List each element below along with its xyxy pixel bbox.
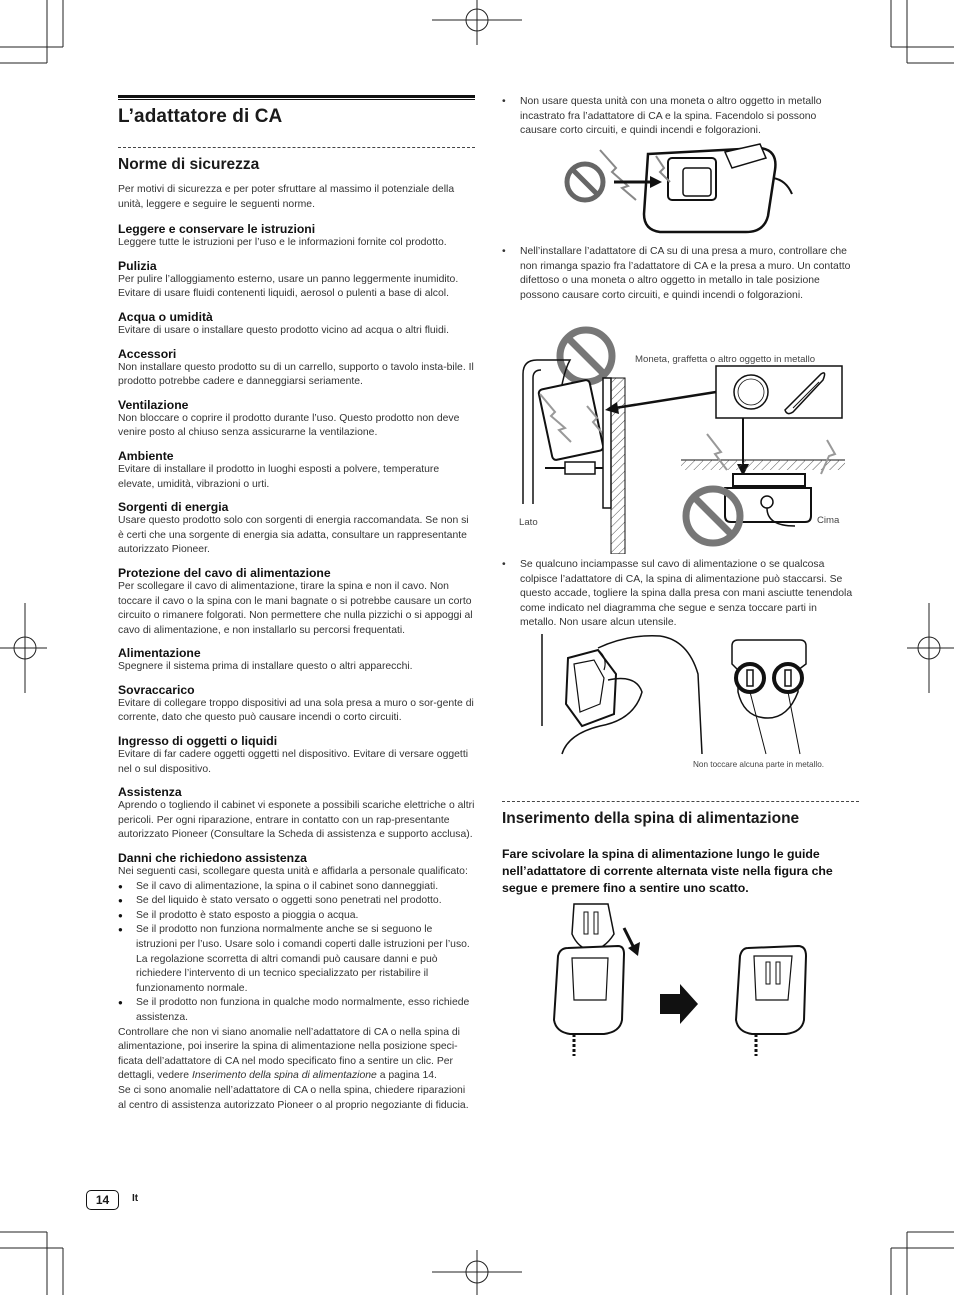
section-title: Acqua o umidità (118, 309, 213, 324)
safety-section (118, 398, 476, 441)
bullet-text: Non usare questa unità con una moneta o altro oggetto in metallo incastrato fra l’adattatore di CA e la spina. Facendolo si possono causare corto circuiti, e quindi incendi e folgorazioni. (520, 96, 822, 137)
section-title: Ventilazione (118, 397, 189, 412)
arrow-right-icon (660, 984, 698, 1024)
plug-insert-heading: Inserimento della spina di alimentazione (502, 810, 800, 827)
bullet-text: Se qualcuno inciampasse sul cavo di alimentazione o se qualcosa colpisce l’adattatore di CA, la spina di alimentazione può staccarsi. Se questo accade, togliere la spina dalla presa con mani asciutte tenendola come indicato nel diagramma che segue e senza toccare parti in metallo. Non usare alcun utensile. (520, 559, 853, 629)
wall-outlet-figure (515, 326, 855, 554)
page-number: 14 (86, 1190, 119, 1210)
bullet-text: Nell’installare l’adattatore di CA su di una presa a muro, controllare che non rimanga spazio fra l’adattatore di CA e la presa a muro. Un contatto difettoso o una moneta o altro oggetto in metallo in tale posizione possono causare corto circuiti, e quindi incendi o folgorazioni. (520, 246, 851, 301)
section-body: Evitare di installare il prodotto in luoghi esposti a polvere, temperature elevate, umidità, vibrazioni o urti. (118, 463, 440, 490)
section-body: Per scollegare il cavo di alimentazione, tirare la spina e non il cavo. Non toccare il cavo o la spina con le mani bagnate o si potrebbe causare un corto circuito o rimanere folgorati. Non permettere che nulla pizzichi o si appoggi al cavo di alimentazione, e non installarlo su percorsi frequentati. (118, 580, 473, 636)
figure-label-side: Lato (519, 517, 538, 528)
safety-section (118, 449, 476, 492)
plug-insert-figure (548, 900, 810, 1060)
warning-bullet (502, 558, 854, 631)
section-title: Alimentazione (118, 646, 201, 661)
safety-section (118, 646, 476, 675)
section-body: Usare questo prodotto solo con sorgenti di energia raccomandata. Se non si è certi che una sorgente di energia sia adatta, consultare un rappresentante autorizzato Pioneer. (118, 515, 469, 556)
section-divider (502, 801, 859, 802)
section-title: Accessori (118, 346, 177, 361)
bullet-mark: • (502, 559, 506, 570)
figure-label-top: Cima (817, 515, 840, 526)
closing-text: Controllare che non vi siano anomalie nell’adattatore di CA o nella spina di alimentazione, poi inserire la spina di alimentazione nella posizione speci-ficata dell’adattatore di CA nel modo specificato fino a sentire un clic. Per dettagli, vedere (118, 1026, 460, 1082)
bullet-mark: • (502, 96, 506, 107)
list-item: ● Se del liquido è stato versato o oggetti sono penetrati nel prodotto. (118, 894, 476, 909)
section-body: Leggere tutte le istruzioni per l’uso e le informazioni fornite col prodotto. (118, 237, 447, 249)
section-body: Spegnere il sistema prima di installare questo o altri apparecchi. (118, 661, 413, 673)
section-title: Ambiente (118, 448, 174, 463)
plug-insert-instruction: Fare scivolare la spina di alimentazione lungo le guide nell’adattatore di corrente alternata viste nella figura che segue e premere fino a sentire uno scatto. (502, 847, 833, 895)
list-item: ● Se il prodotto non funziona normalmente anche se si seguono le istruzioni per l’uso. Usare solo i comandi coperti dalle istruzioni per l’uso. La regolazione scorretta di altri comandi può causare danni e può richiedere l’intervento di un tecnico specializzato per ristabilire il funzionamento normale. (118, 923, 476, 996)
safety-section (118, 734, 476, 777)
safety-section (118, 500, 476, 558)
section-body: Non bloccare o coprire il prodotto durante l’uso. Questo prodotto non deve venire posto al chiuso senza assicurarne la ventilazione. (118, 412, 460, 439)
list-item: ● Se il prodotto non funziona in qualche modo normalmente, esso richiede assistenza. (118, 996, 476, 1025)
section-title: Ingresso di oggetti o liquidi (118, 734, 278, 749)
bullet-mark: • (502, 246, 506, 257)
section-body: Evitare di collegare troppo dispositivi ad una sola presa a muro o sor-gente di corrente, dato che questo può causare incendi o corto circuiti. (118, 697, 474, 724)
safety-section (118, 259, 476, 302)
page-title: L’adattatore di CA (118, 106, 283, 127)
safety-intro: Per motivi di sicurezza e per poter sfruttare al massimo il potenziale della unità, leggere e seguire le seguenti norme. (118, 184, 455, 210)
safety-section (118, 347, 476, 390)
figure-callout: Moneta, graffetta o altro oggetto in metallo (635, 354, 816, 365)
safety-section (118, 851, 476, 880)
section-title: Sorgenti di energia (118, 500, 229, 515)
damage-list (118, 880, 476, 1026)
list-item: ● Se il cavo di alimentazione, la spina o il cabinet sono danneggiati. (118, 880, 476, 895)
unplug-figure (538, 634, 848, 760)
safety-section (118, 310, 476, 339)
section-title: Leggere e conservare le istruzioni (118, 222, 316, 237)
closing-paragraph (118, 1026, 476, 1084)
safety-heading: Norme di sicurezza (118, 156, 260, 173)
figure-caption: Non toccare alcuna parte in metallo. (693, 760, 825, 769)
section-body: Evitare di usare o installare questo prodotto vicino ad acqua o altri fluidi. (118, 324, 449, 336)
closing-page-ref: a pagina 14. (379, 1070, 437, 1082)
list-item: ● Se il prodotto è stato esposto a pioggia o acqua. (118, 909, 476, 924)
section-title: Assistenza (118, 785, 182, 800)
section-title: Sovraccarico (118, 682, 195, 697)
section-body: Evitare di far cadere oggetti oggetti nel dispositivo. Evitare di versare oggetti nel o sul dispositivo. (118, 749, 469, 775)
section-divider (118, 147, 475, 148)
safety-section (118, 683, 476, 726)
closing-paragraph-2: Se ci sono anomalie nell’adattatore di CA o nella spina, chiedere riparazioni al centro di assistenza autorizzato Pioneer o al proprio negoziante di fiducia. (118, 1084, 469, 1111)
cross-reference-link[interactable]: Inserimento della spina di alimentazione (191, 1070, 377, 1082)
section-body: Nei seguenti casi, scollegare questa unità e affidarla a personale qualificato: (118, 866, 468, 878)
section-body: Non installare questo prodotto su di un carrello, supporto o tavolo insta-bile. Il prodotto potrebbe cadere e danneggiarsi seriamente. (118, 361, 474, 388)
section-title: Protezione del cavo di alimentazione (118, 565, 331, 580)
language-code: It (132, 1193, 139, 1204)
plug-shape (572, 904, 614, 950)
safety-column (118, 183, 476, 1113)
section-body: Per pulire l’alloggiamento esterno, usare un panno leggermente inumidito. Evitare di usare fluidi contenenti liquidi, aerosol o pulenti a base di alcol. (118, 273, 459, 300)
warning-bullet (502, 95, 854, 139)
section-title: Danni che richiedono assistenza (118, 851, 307, 866)
safety-section (118, 222, 476, 251)
safety-section (118, 785, 476, 843)
title-rule (118, 95, 475, 100)
section-body: Aprendo o togliendo il cabinet vi esponete a possibili scariche elettriche o altri pericoli. Per ogni riparazione, entrare in contatto con un rap-presentante autorizzato Pioneer (Consultare la Scheda di assistenza e supporto acclusa). (118, 800, 475, 841)
coin-warning-figure (560, 138, 800, 238)
warning-bullet (502, 245, 854, 303)
section-title: Pulizia (118, 258, 157, 273)
safety-section (118, 566, 476, 638)
